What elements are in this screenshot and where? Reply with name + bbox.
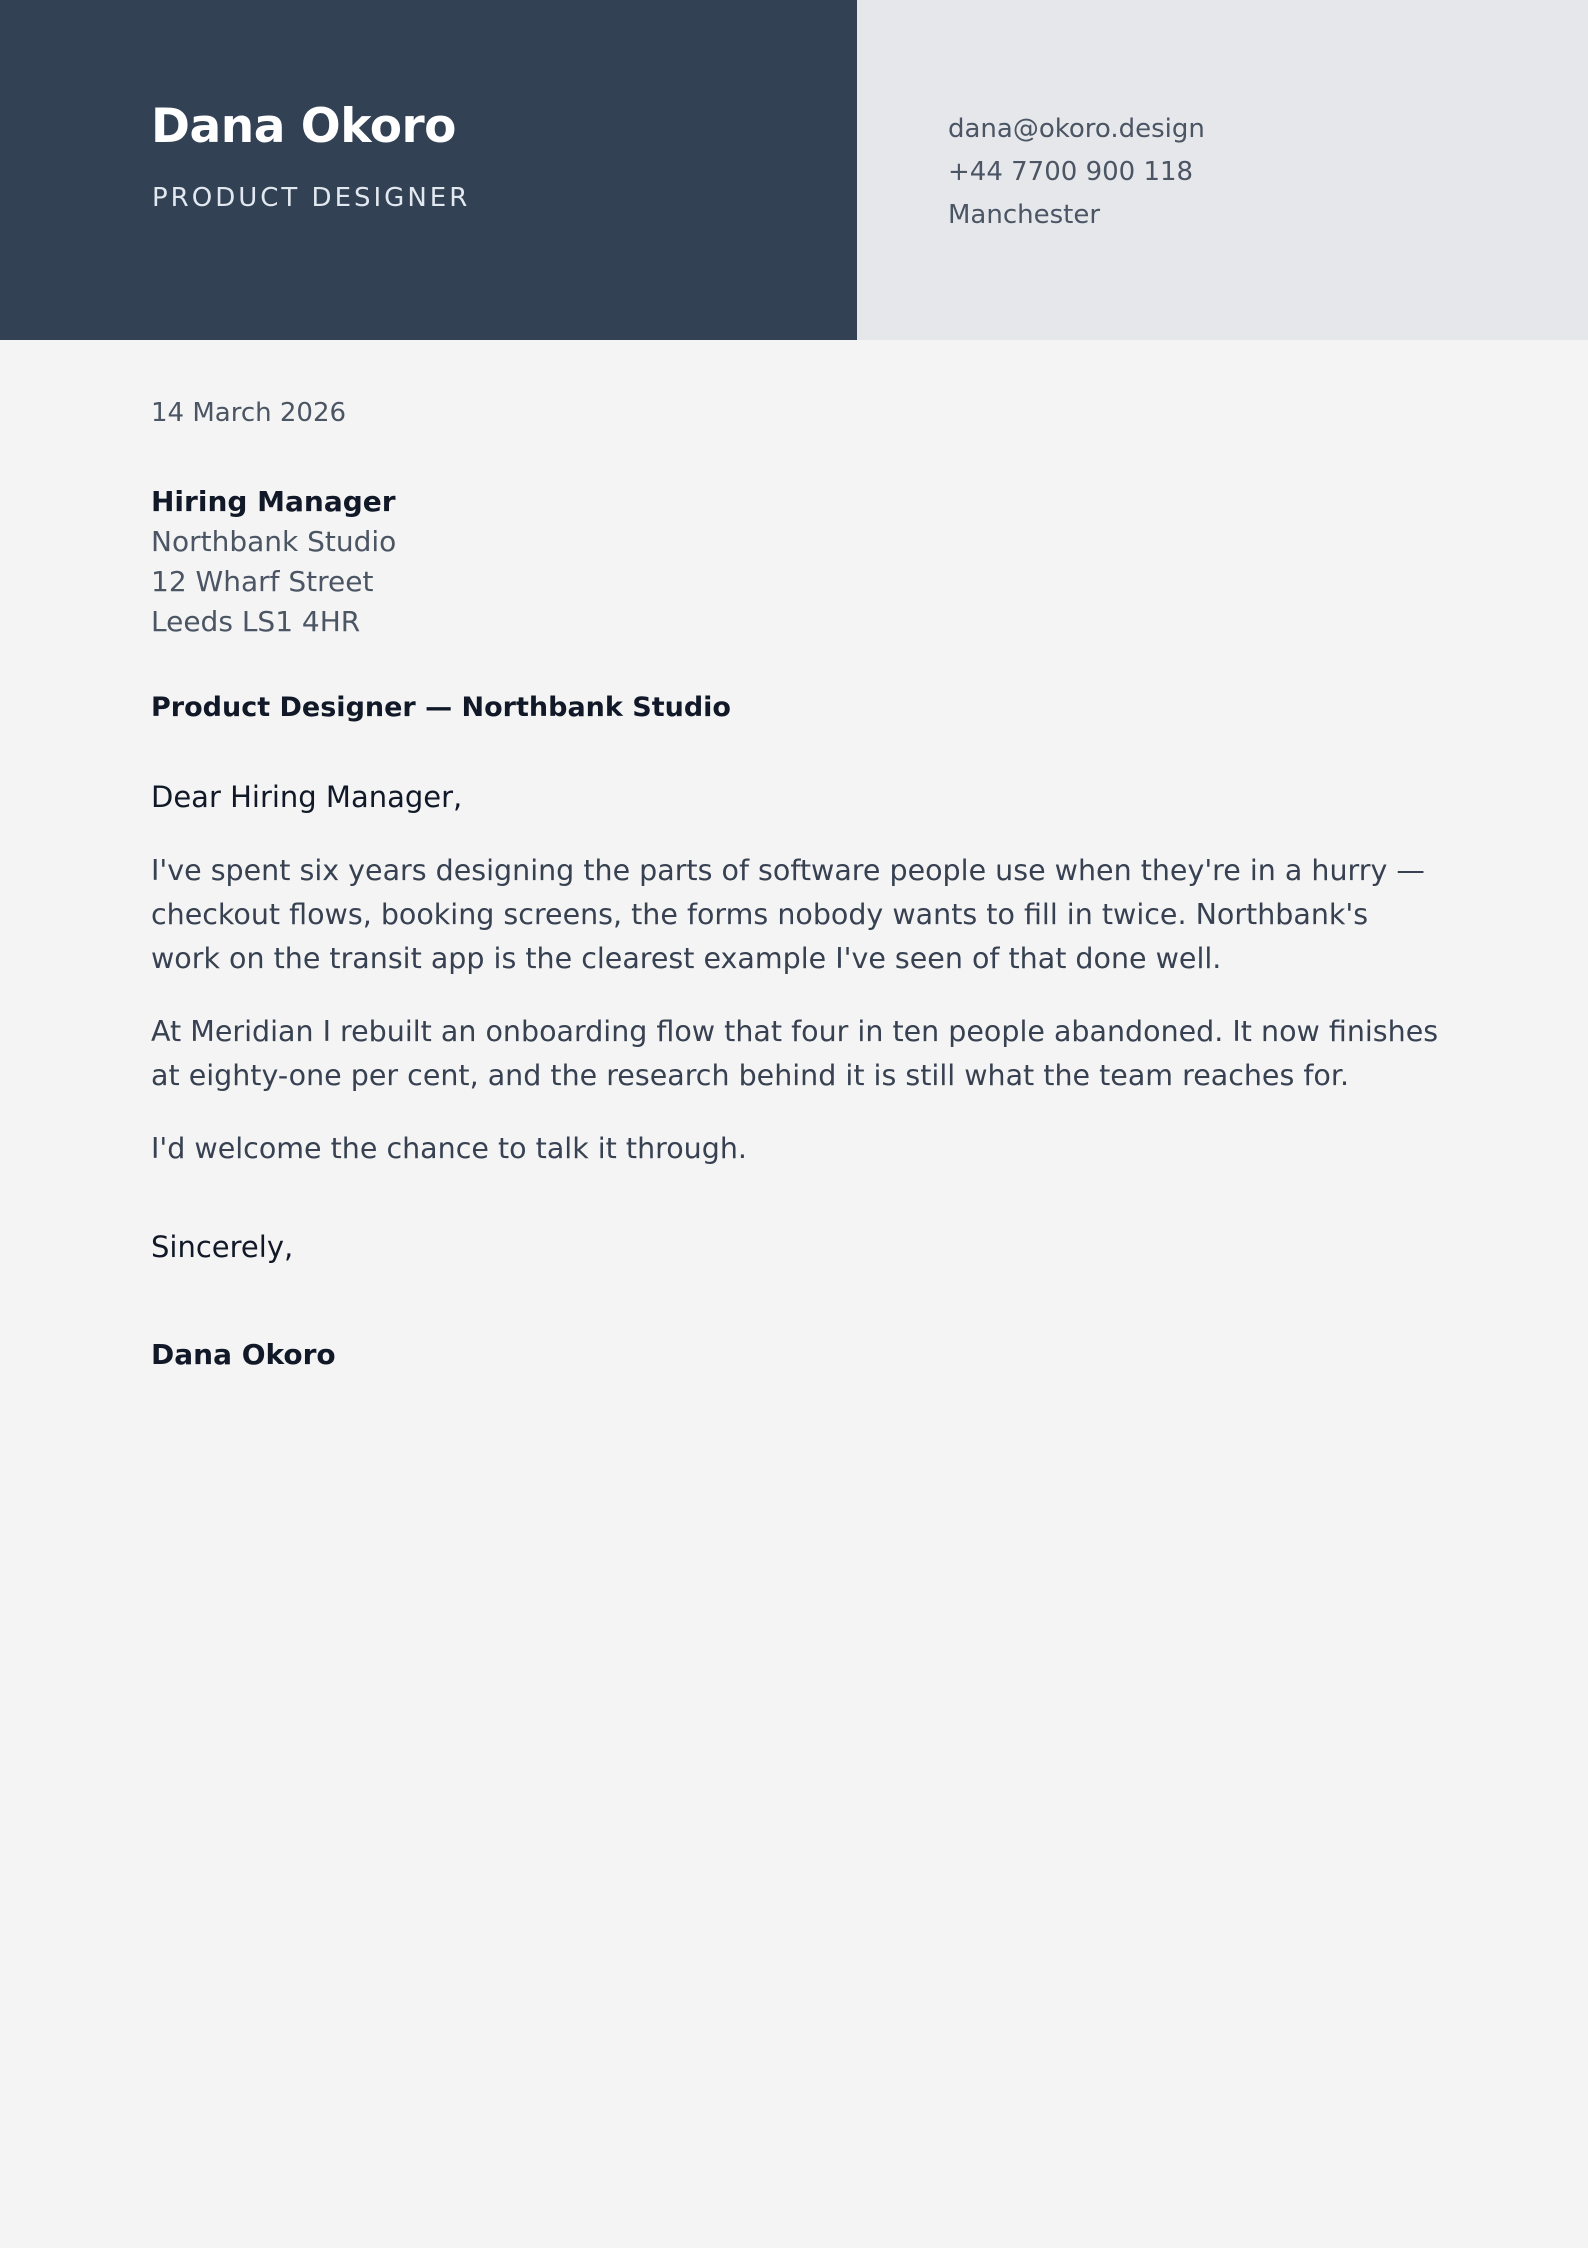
contact-location: Manchester [948,200,1101,230]
letterhead-contact-panel [857,0,1588,340]
contact-details [948,108,1205,237]
letter-paragraph: I'd welcome the chance to talk it through. [151,1132,747,1165]
letter-date: 14 March 2026 [151,398,347,428]
recipient-company: Northbank Studio [151,525,397,558]
closing: Sincerely, [151,1230,294,1264]
contact-email: dana@okoro.design [948,114,1205,144]
letterhead-name-panel [0,0,857,340]
sender-role: PRODUCT DESIGNER [152,183,471,213]
recipient-address [151,482,396,642]
letter-paragraph: I've spent six years designing the parts of software people use when they're in a hurry — checkout flows, booking screens, the forms nobody wants to fill in twice. Northbank's work on the transit app is the clearest example I've seen of that done well. [151,854,1425,975]
letter-paragraph: At Meridian I rebuilt an onboarding flow that four in ten people abandoned. It now finishes at eighty-one per cent, and the research behind it is still what the team reaches for. [151,1015,1439,1092]
recipient-street: 12 Wharf Street [151,565,374,598]
recipient-title: Hiring Manager [151,485,396,518]
signature-name: Dana Okoro [151,1338,336,1371]
sender-name: Dana Okoro [151,99,456,154]
letter-paragraphs [151,849,1441,1200]
contact-phone: +44 7700 900 118 [948,157,1194,187]
recipient-city: Leeds LS1 4HR [151,605,361,638]
letter-subject: Product Designer — Northbank Studio [151,692,731,723]
letterhead [0,0,1588,340]
salutation: Dear Hiring Manager, [151,780,463,814]
